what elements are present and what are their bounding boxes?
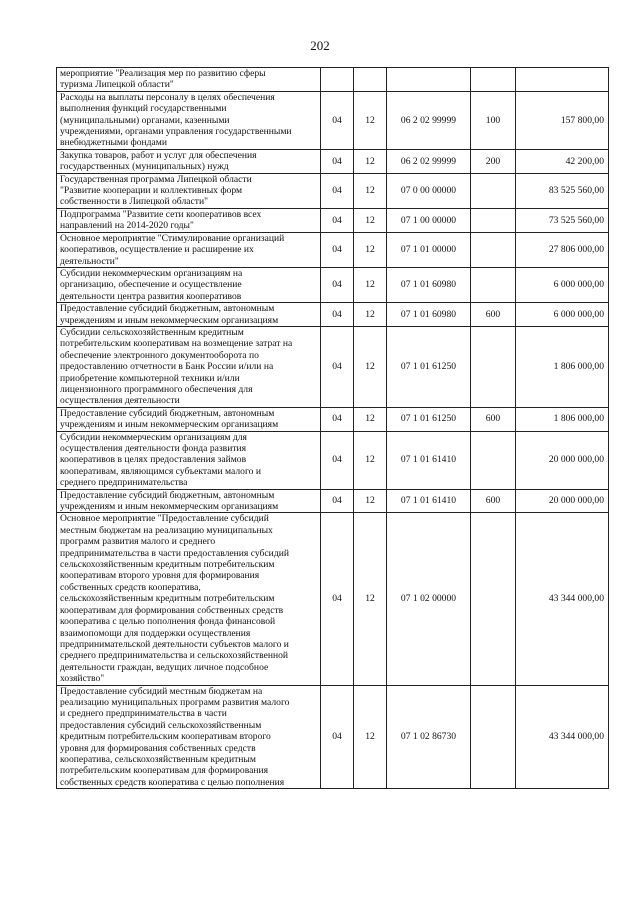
amount: 1 806 000,00: [516, 326, 609, 407]
expense-type-code: 600: [471, 407, 516, 431]
expense-type-code: 200: [471, 149, 516, 173]
subsection-code: 12: [354, 303, 387, 327]
table-row: [57, 431, 609, 489]
amount: 43 344 000,00: [516, 685, 609, 789]
target-article-code: 07 1 01 61410: [387, 489, 471, 513]
subsection-code: [354, 68, 387, 92]
amount: 20 000 000,00: [516, 431, 609, 489]
target-article-code: [387, 68, 471, 92]
amount: 157 800,00: [516, 91, 609, 149]
budget-table: [56, 67, 609, 789]
table-row: [57, 267, 609, 302]
expense-type-code: [471, 232, 516, 267]
table-row: [57, 232, 609, 267]
row-description: мероприятие "Реализация мер по развитию сферы туризма Липецкой области": [57, 68, 321, 92]
section-code: 04: [321, 513, 354, 685]
table-row: [57, 91, 609, 149]
target-article-code: 07 1 01 61250: [387, 326, 471, 407]
expense-type-code: [471, 208, 516, 232]
amount: 1 806 000,00: [516, 407, 609, 431]
section-code: 04: [321, 149, 354, 173]
section-code: 04: [321, 489, 354, 513]
table-row: [57, 407, 609, 431]
amount: 6 000 000,00: [516, 267, 609, 302]
row-description: Предоставление субсидий бюджетным, автономным учреждениям и иным некоммерческим организациям: [57, 489, 321, 513]
section-code: 04: [321, 208, 354, 232]
table-row: [57, 208, 609, 232]
section-code: 04: [321, 91, 354, 149]
subsection-code: 12: [354, 431, 387, 489]
target-article-code: 07 1 02 86730: [387, 685, 471, 789]
subsection-code: 12: [354, 513, 387, 685]
target-article-code: 07 1 01 61250: [387, 407, 471, 431]
subsection-code: 12: [354, 232, 387, 267]
target-article-code: 06 2 02 99999: [387, 91, 471, 149]
section-code: 04: [321, 173, 354, 208]
expense-type-code: 600: [471, 489, 516, 513]
target-article-code: 06 2 02 99999: [387, 149, 471, 173]
table-row: [57, 303, 609, 327]
subsection-code: 12: [354, 326, 387, 407]
amount: 20 000 000,00: [516, 489, 609, 513]
amount: 6 000 000,00: [516, 303, 609, 327]
table-row: [57, 489, 609, 513]
table-row: [57, 149, 609, 173]
section-code: 04: [321, 407, 354, 431]
expense-type-code: [471, 431, 516, 489]
subsection-code: 12: [354, 149, 387, 173]
page-number: 202: [310, 38, 330, 53]
section-code: 04: [321, 326, 354, 407]
section-code: 04: [321, 232, 354, 267]
row-description: Предоставление субсидий бюджетным, автономным учреждениям и иным некоммерческим организациям: [57, 303, 321, 327]
expense-type-code: [471, 685, 516, 789]
table-row: [57, 326, 609, 407]
section-code: 04: [321, 267, 354, 302]
amount: 42 200,00: [516, 149, 609, 173]
target-article-code: 07 1 02 00000: [387, 513, 471, 685]
row-description: Основное мероприятие "Стимулирование организаций кооперативов, осуществление и расширение их деятельности": [57, 232, 321, 267]
table-row: [57, 513, 609, 685]
amount: 43 344 000,00: [516, 513, 609, 685]
section-code: 04: [321, 431, 354, 489]
target-article-code: 07 0 00 00000: [387, 173, 471, 208]
expense-type-code: 600: [471, 303, 516, 327]
subsection-code: 12: [354, 173, 387, 208]
subsection-code: 12: [354, 407, 387, 431]
target-article-code: 07 1 00 00000: [387, 208, 471, 232]
row-description: Подпрограмма "Развитие сети кооперативов всех направлений на 2014-2020 годы": [57, 208, 321, 232]
subsection-code: 12: [354, 91, 387, 149]
section-code: [321, 68, 354, 92]
table-row: [57, 173, 609, 208]
target-article-code: 07 1 01 60980: [387, 267, 471, 302]
target-article-code: 07 1 01 00000: [387, 232, 471, 267]
row-description: Субсидии некоммерческим организациям для осуществления деятельности фонда развития кооперативов в целях предоставления займов кооперативам, являющимся субъектами малого и среднего предпринимательства: [57, 431, 321, 489]
amount: [516, 68, 609, 92]
target-article-code: 07 1 01 61410: [387, 431, 471, 489]
expense-type-code: [471, 326, 516, 407]
row-description: Закупка товаров, работ и услуг для обеспечения государственных (муниципальных) нужд: [57, 149, 321, 173]
expense-type-code: [471, 513, 516, 685]
row-description: Государственная программа Липецкой области "Развитие кооперации и коллективных форм собственности в Липецкой области": [57, 173, 321, 208]
row-description: Предоставление субсидий бюджетным, автономным учреждениям и иным некоммерческим организациям: [57, 407, 321, 431]
expense-type-code: [471, 68, 516, 92]
section-code: 04: [321, 303, 354, 327]
expense-type-code: [471, 173, 516, 208]
subsection-code: 12: [354, 685, 387, 789]
amount: 27 806 000,00: [516, 232, 609, 267]
row-description: Расходы на выплаты персоналу в целях обеспечения выполнения функций государственными (муниципальными) органами, казенными учреждениями, органами управления государственными внебюджетными фондами: [57, 91, 321, 149]
expense-type-code: 100: [471, 91, 516, 149]
row-description: Субсидии некоммерческим организациям на организацию, обеспечение и осуществление деятельности центра развития кооперативов: [57, 267, 321, 302]
amount: 83 525 560,00: [516, 173, 609, 208]
subsection-code: 12: [354, 267, 387, 302]
expense-type-code: [471, 267, 516, 302]
target-article-code: 07 1 01 60980: [387, 303, 471, 327]
subsection-code: 12: [354, 489, 387, 513]
row-description: Основное мероприятие "Предоставление субсидий местным бюджетам на реализацию муниципальных программ развития малого и среднего предпринимательства в части предоставления субсидий сельскохозяйственным кредитным потребительским кооперативам второго уровня для формирования собственных средств кооператива, сельскохозяйственным кредитным потребительским кооперативам для формирования собственных средств кооператива с целью пополнения фонда финансовой взаимопомощи для поддержки осуществления предпринимательской деятельности субъектов малого и среднего предпринимательства и сельскохозяйственной деятельности граждан, ведущих личное подсобное хозяйство": [57, 513, 321, 685]
amount: 73 525 560,00: [516, 208, 609, 232]
section-code: 04: [321, 685, 354, 789]
table-row: [57, 68, 609, 92]
subsection-code: 12: [354, 208, 387, 232]
row-description: Субсидии сельскохозяйственным кредитным потребительским кооперативам на возмещение затрат на обеспечение электронного документооборота по предоставлению отчетности в Банк России и/или на приобретение компьютерной техники и/или лицензионного программного обеспечения для осуществления деятельности: [57, 326, 321, 407]
row-description: Предоставление субсидий местным бюджетам на реализацию муниципальных программ развития малого и среднего предпринимательства в части предоставления субсидий сельскохозяйственным кредитным потребительским кооперативам второго уровня для формирования собственных средств кооператива, сельскохозяйственным кредитным потребительским кооперативам для формирования собственных средств кооператива с целью пополнения: [57, 685, 321, 789]
table-row: [57, 685, 609, 789]
